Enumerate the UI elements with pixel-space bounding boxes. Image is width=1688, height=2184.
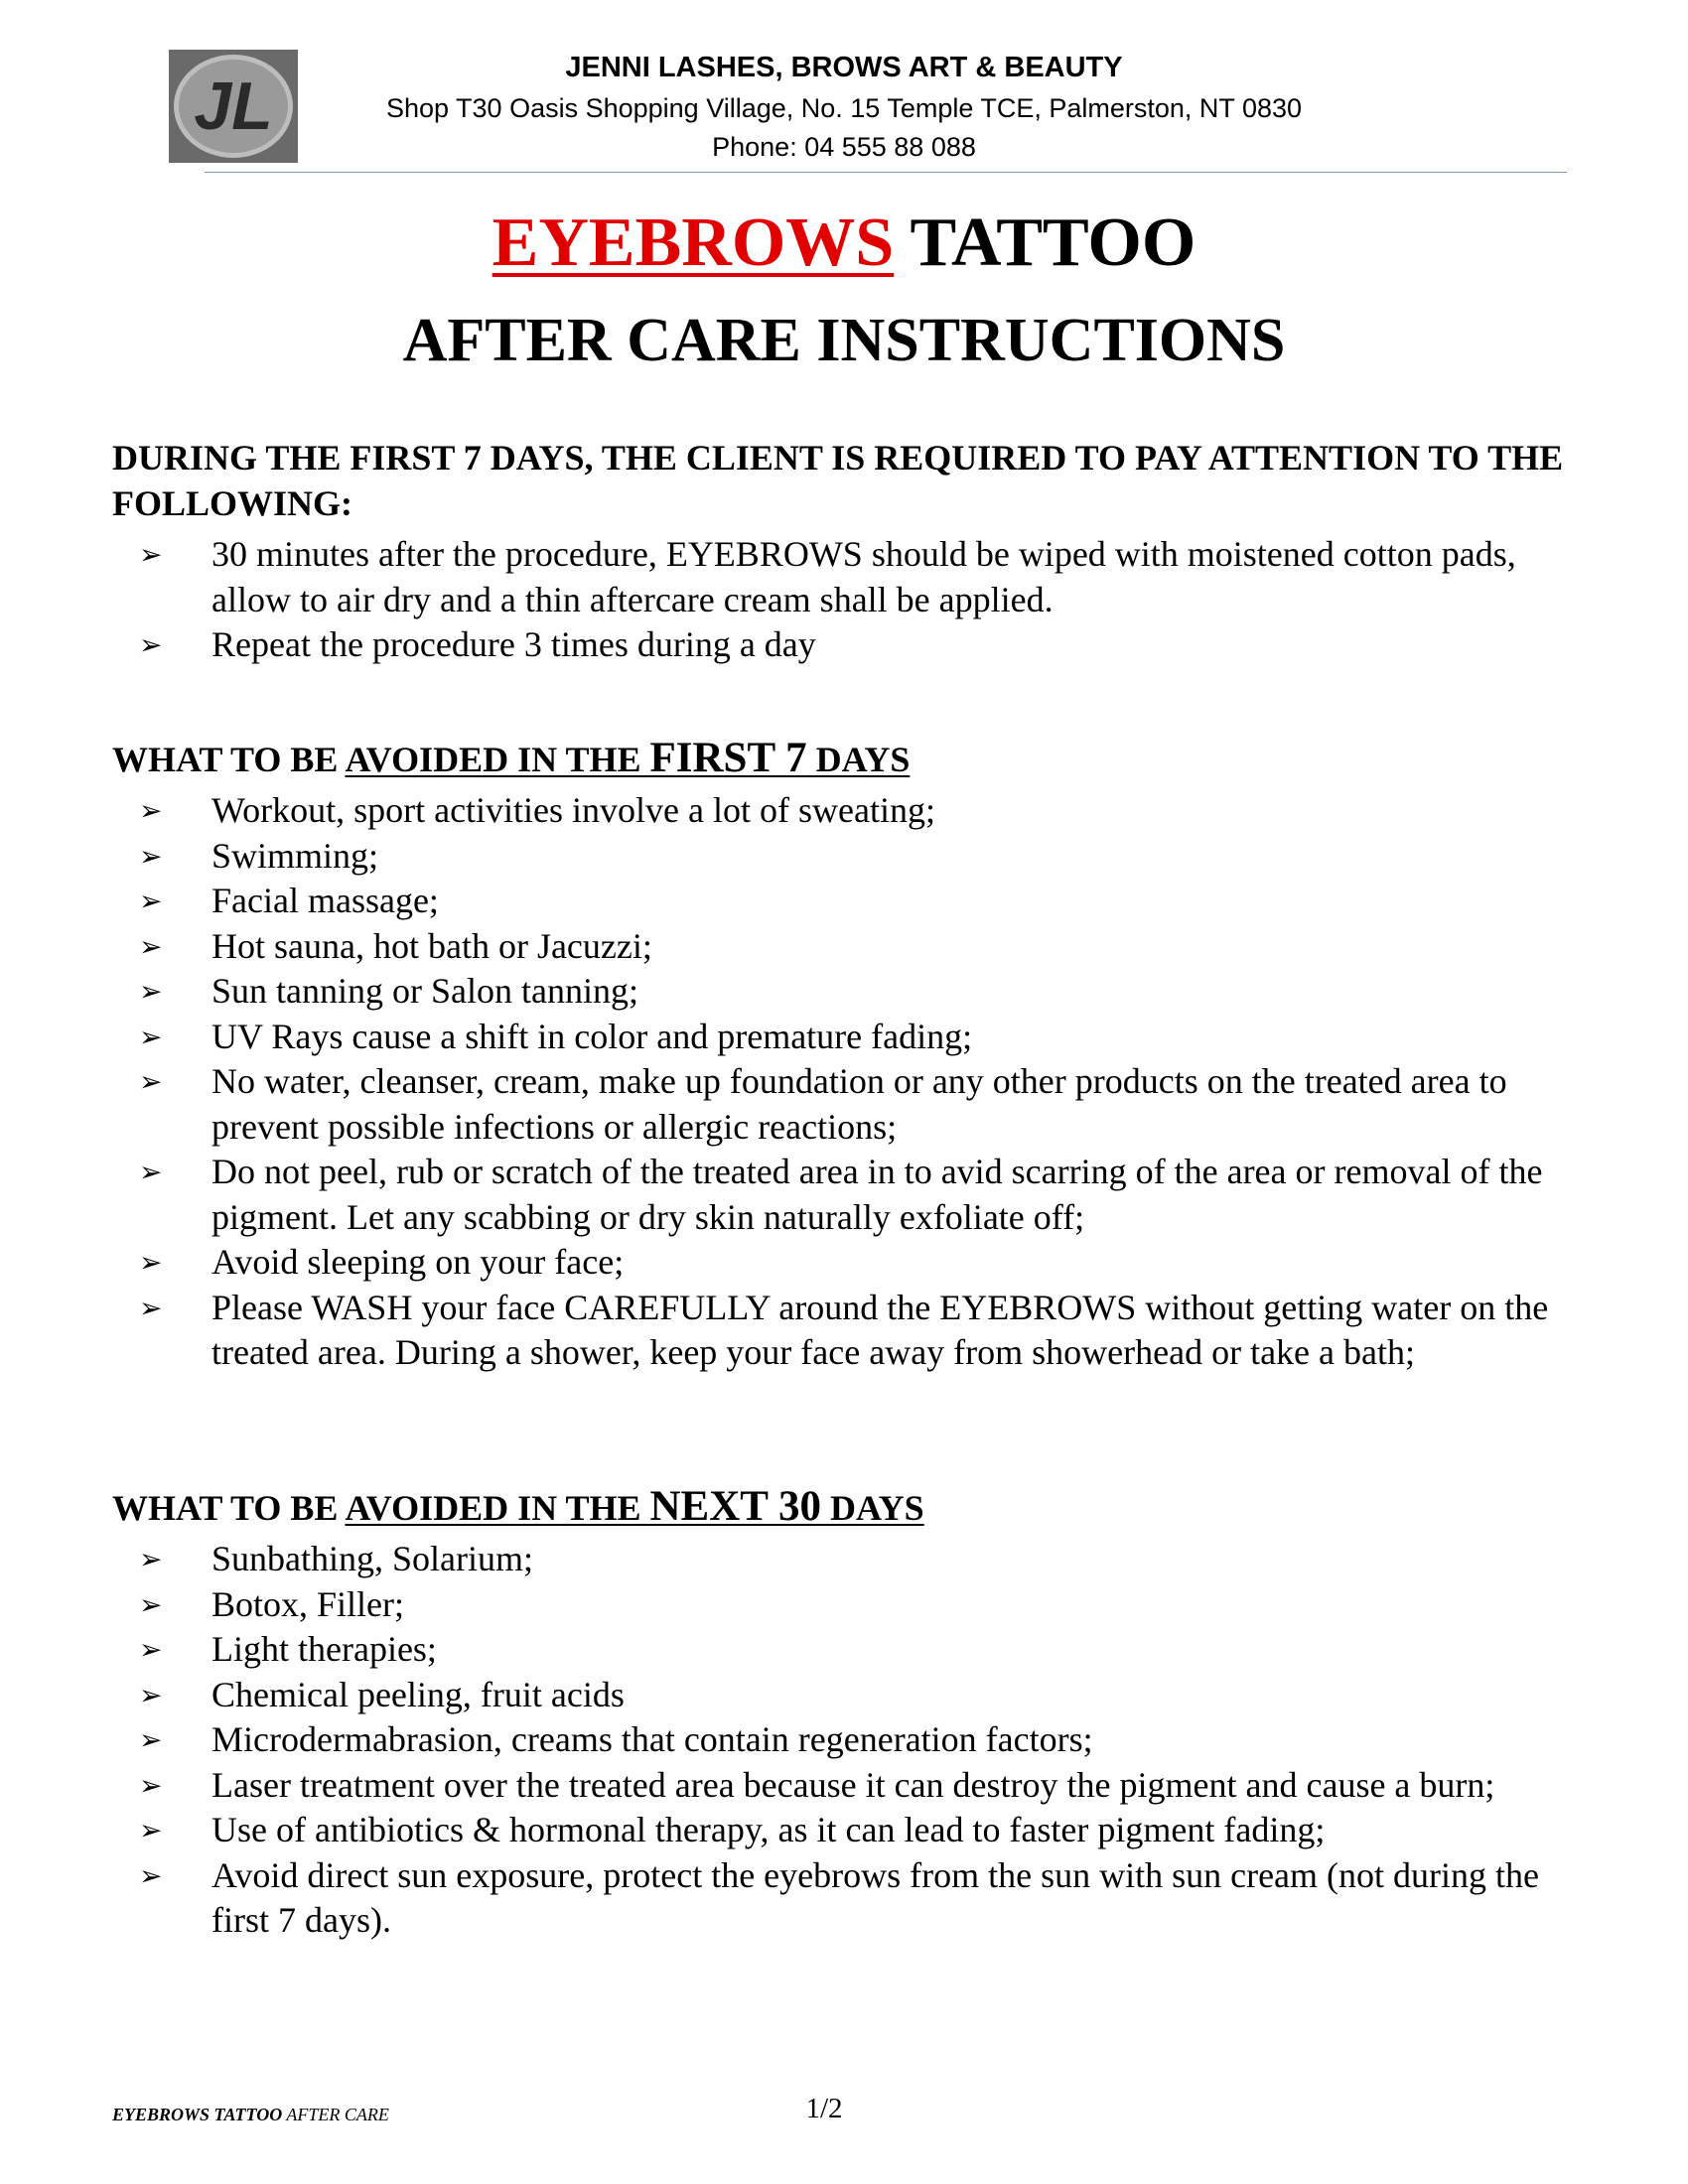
- header-divider: [205, 172, 1567, 173]
- page-title: [0, 204, 1688, 283]
- section-heading: [112, 736, 1582, 782]
- jl-logo-icon: [169, 50, 298, 163]
- list-item: [112, 1537, 1582, 1582]
- list-item: [112, 1240, 1582, 1286]
- list-item-text: Chemical peeling, fruit acids: [211, 1674, 625, 1714]
- list-item-text: Swimming;: [211, 835, 379, 876]
- arrowhead-bullet-icon: ➢: [139, 1291, 163, 1324]
- footer-label-rest: AFTER CARE: [282, 2105, 389, 2124]
- arrowhead-bullet-icon: ➢: [139, 1156, 163, 1188]
- arrowhead-bullet-icon: ➢: [139, 538, 163, 571]
- list-item-text: Sun tanning or Salon tanning;: [211, 971, 638, 1011]
- list-item-text: Repeat the procedure 3 times during a day: [211, 624, 816, 664]
- title-rest: TATTOO: [894, 205, 1196, 281]
- arrowhead-bullet-icon: ➢: [139, 885, 163, 917]
- arrowhead-bullet-icon: ➢: [139, 1814, 163, 1846]
- list-item: [112, 788, 1582, 834]
- page-subtitle: AFTER CARE INSTRUCTIONS: [402, 307, 1286, 374]
- arrowhead-bullet-icon: ➢: [139, 1246, 163, 1279]
- heading-underlined: [345, 735, 911, 781]
- arrowhead-bullet-icon: ➢: [139, 929, 163, 963]
- list-item-text: Use of antibiotics & hormonal therapy, as it can lead to faster pigment fading;: [211, 1810, 1326, 1849]
- list-item: [112, 532, 1582, 622]
- avoid-list: [112, 1537, 1582, 1944]
- arrowhead-bullet-icon: ➢: [139, 1723, 163, 1756]
- page-number: 1/2: [805, 2093, 843, 2124]
- section-heading: [112, 1484, 1582, 1531]
- heading-underlined-part: DAYS: [806, 740, 911, 779]
- heading-emphasis: NEXT 30: [649, 1483, 821, 1530]
- footer-label-bold: EYEBROWS TATTOO: [112, 2105, 283, 2124]
- list-item-text: Laser treatment over the treated area because it can destroy the pigment and cause a burn;: [211, 1764, 1495, 1805]
- list-item: [112, 1853, 1582, 1944]
- list-item-text: Do not peel, rub or scratch of the treated area in to avid scarring of the area or removal of the pigment. Let any scabbing or dry skin naturally exfoliate off;: [211, 1152, 1543, 1237]
- list-item: [112, 1582, 1582, 1628]
- list-item-text: Please WASH your face CAREFULLY around the EYEBROWS without getting water on the treated area. During a shower, keep your face away from showerhead or take a bath;: [211, 1287, 1549, 1372]
- arrowhead-bullet-icon: ➢: [139, 1587, 163, 1621]
- section-avoid-first-7-days: [112, 736, 1582, 1376]
- section-avoid-next-30-days: [112, 1484, 1582, 1944]
- heading-prefix: WHAT TO BE: [112, 740, 346, 779]
- heading-underlined-part: AVOIDED IN THE: [345, 740, 650, 779]
- list-item-text: Avoid sleeping on your face;: [211, 1242, 625, 1282]
- list-item-text: 30 minutes after the procedure, EYEBROWS should be wiped with moistened cotton pads, allow to air dry and a thin aftercare cream shall be applied.: [211, 534, 1516, 619]
- title-highlight: EYEBROWS: [492, 205, 895, 281]
- section-first-7-days-attention: [112, 435, 1582, 668]
- company-address: Shop T30 Oasis Shopping Village, No. 15 Temple TCE, Palmerston, NT 0830: [385, 93, 1303, 123]
- list-item: [112, 1808, 1582, 1853]
- list-item: [112, 879, 1582, 924]
- footer-document-label: [112, 2105, 389, 2125]
- list-item: [112, 1286, 1582, 1376]
- list-item-text: Microdermabrasion, creams that contain regeneration factors;: [211, 1719, 1093, 1759]
- list-item-text: Facial massage;: [211, 881, 439, 920]
- list-item-text: Sunbathing, Solarium;: [211, 1539, 533, 1578]
- arrowhead-bullet-icon: ➢: [139, 1678, 163, 1711]
- list-item-text: No water, cleanser, cream, make up foundation or any other products on the treated area to prevent possible infections or allergic reactions;: [211, 1061, 1507, 1147]
- list-item: [112, 1673, 1582, 1718]
- list-item: [112, 1059, 1582, 1150]
- avoid-list: [112, 788, 1582, 1376]
- heading-underlined-part: DAYS: [820, 1488, 924, 1528]
- heading-emphasis: FIRST 7: [649, 735, 807, 781]
- company-name: JENNI LASHES, BROWS ART & BEAUTY: [565, 52, 1123, 83]
- arrowhead-bullet-icon: ➢: [139, 1065, 163, 1098]
- arrowhead-bullet-icon: ➢: [139, 1633, 163, 1666]
- list-item: [112, 924, 1582, 970]
- list-item: [112, 969, 1582, 1015]
- list-item: [112, 1763, 1582, 1809]
- list-item: [112, 1015, 1582, 1060]
- company-logo: [169, 50, 298, 163]
- arrowhead-bullet-icon: ➢: [139, 1858, 163, 1892]
- list-item: [112, 1150, 1582, 1240]
- list-item-text: Light therapies;: [211, 1629, 437, 1669]
- heading-underlined: [345, 1483, 924, 1530]
- logo-lettering: JL: [194, 68, 273, 144]
- list-item-text: Workout, sport activities involve a lot of sweating;: [211, 790, 935, 830]
- list-item: [112, 622, 1582, 668]
- list-item-text: Hot sauna, hot bath or Jacuzzi;: [211, 925, 652, 966]
- arrowhead-bullet-icon: ➢: [139, 975, 163, 1008]
- arrowhead-bullet-icon: ➢: [139, 839, 163, 873]
- section-heading: DURING THE FIRST 7 DAYS, THE CLIENT IS REQUIRED TO PAY ATTENTION TO THE FOLLOWING:: [112, 438, 1564, 523]
- heading-underlined-part: AVOIDED IN THE: [345, 1488, 650, 1528]
- company-phone: Phone: 04 555 88 088: [712, 132, 976, 162]
- arrowhead-bullet-icon: ➢: [139, 1020, 163, 1053]
- list-item-text: Avoid direct sun exposure, protect the eyebrows from the sun with sun cream (not during the first 7 days).: [211, 1854, 1539, 1940]
- list-item: [112, 1717, 1582, 1763]
- instruction-list: [112, 532, 1582, 668]
- arrowhead-bullet-icon: ➢: [139, 1543, 163, 1575]
- heading-prefix: WHAT TO BE: [112, 1488, 346, 1528]
- arrowhead-bullet-icon: ➢: [139, 628, 163, 661]
- list-item-text: Botox, Filler;: [211, 1583, 405, 1624]
- list-item: [112, 834, 1582, 880]
- list-item-text: UV Rays cause a shift in color and premature fading;: [211, 1016, 973, 1056]
- list-item: [112, 1627, 1582, 1673]
- arrowhead-bullet-icon: ➢: [139, 1768, 163, 1802]
- arrowhead-bullet-icon: ➢: [139, 794, 163, 827]
